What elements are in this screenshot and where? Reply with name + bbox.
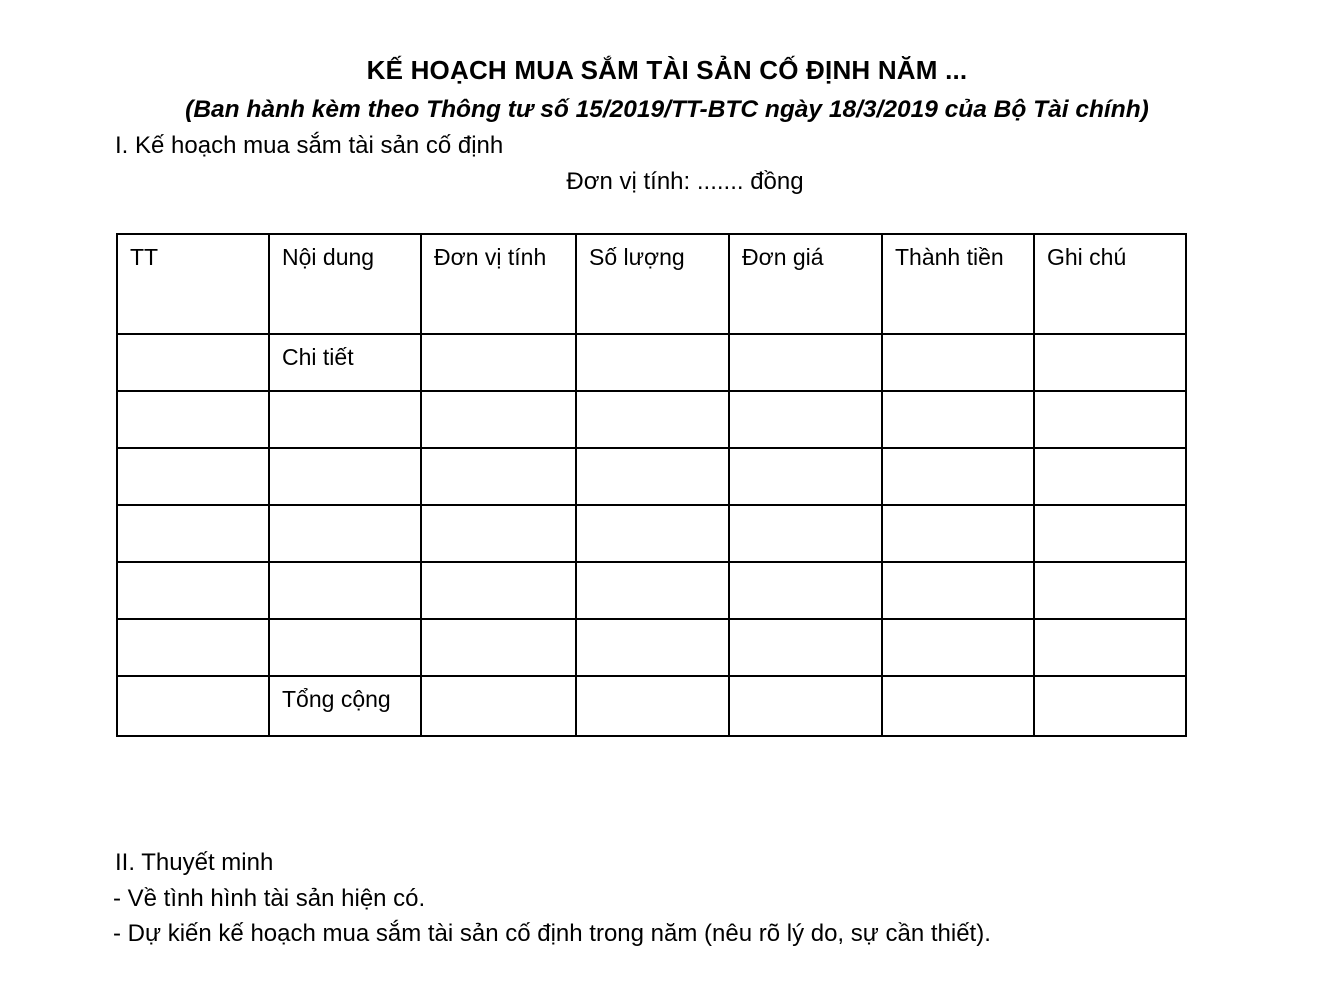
cell-thanh-tien[interactable]	[882, 676, 1034, 736]
cell-thanh-tien[interactable]	[882, 505, 1034, 562]
section-one-heading: I. Kế hoạch mua sắm tài sản cố định	[115, 132, 504, 159]
cell-noi-dung[interactable]	[269, 562, 421, 619]
cell-so-luong[interactable]	[576, 505, 729, 562]
column-header-don-vi-tinh: Đơn vị tính	[421, 234, 576, 334]
cell-thanh-tien[interactable]	[882, 448, 1034, 505]
cell-ghi-chu[interactable]	[1034, 562, 1186, 619]
table-row	[117, 334, 1186, 391]
table-row	[117, 619, 1186, 676]
cell-don-vi-tinh[interactable]	[421, 676, 576, 736]
cell-thanh-tien[interactable]	[882, 619, 1034, 676]
cell-don-gia[interactable]	[729, 619, 882, 676]
document-subtitle: (Ban hành kèm theo Thông tư số 15/2019/TT-BTC ngày 18/3/2019 của Bộ Tài chính)	[185, 96, 1149, 123]
cell-tt[interactable]	[117, 562, 269, 619]
cell-so-luong[interactable]	[576, 676, 729, 736]
cell-thanh-tien[interactable]	[882, 334, 1034, 391]
cell-don-vi-tinh[interactable]	[421, 619, 576, 676]
cell-tt[interactable]	[117, 619, 269, 676]
cell-noi-dung[interactable]: Chi tiết	[269, 334, 421, 391]
table-row	[117, 391, 1186, 448]
column-header-thanh-tien: Thành tiền	[882, 234, 1034, 334]
cell-noi-dung[interactable]	[269, 391, 421, 448]
cell-ghi-chu[interactable]	[1034, 505, 1186, 562]
table-row	[117, 505, 1186, 562]
cell-ghi-chu[interactable]	[1034, 334, 1186, 391]
table-row-total	[117, 676, 1186, 736]
cell-ghi-chu[interactable]	[1034, 619, 1186, 676]
cell-tt[interactable]	[117, 676, 269, 736]
column-header-ghi-chu: Ghi chú	[1034, 234, 1186, 334]
document-title: KẾ HOẠCH MUA SẮM TÀI SẢN CỐ ĐỊNH NĂM ...	[366, 55, 968, 85]
column-header-don-gia: Đơn giá	[729, 234, 882, 334]
cell-thanh-tien[interactable]	[882, 562, 1034, 619]
cell-don-vi-tinh[interactable]	[421, 448, 576, 505]
cell-ghi-chu[interactable]	[1034, 391, 1186, 448]
procurement-plan-table	[116, 233, 1187, 737]
cell-don-vi-tinh[interactable]	[421, 334, 576, 391]
cell-don-vi-tinh[interactable]	[421, 505, 576, 562]
cell-noi-dung[interactable]: Tổng cộng	[269, 676, 421, 736]
cell-so-luong[interactable]	[576, 448, 729, 505]
cell-noi-dung[interactable]	[269, 619, 421, 676]
cell-ghi-chu[interactable]	[1034, 676, 1186, 736]
cell-tt[interactable]	[117, 391, 269, 448]
cell-don-gia[interactable]	[729, 505, 882, 562]
cell-so-luong[interactable]	[576, 562, 729, 619]
section-two-note-2: - Dự kiến kế hoạch mua sắm tài sản cố định trong năm (nêu rõ lý do, sự cần thiết).	[113, 920, 991, 947]
cell-noi-dung[interactable]	[269, 505, 421, 562]
cell-don-gia[interactable]	[729, 334, 882, 391]
unit-of-measure-note: Đơn vị tính: ....... đồng	[566, 168, 804, 195]
section-two-heading: II. Thuyết minh	[115, 849, 274, 876]
cell-ghi-chu[interactable]	[1034, 448, 1186, 505]
cell-so-luong[interactable]	[576, 334, 729, 391]
column-header-noi-dung: Nội dung	[269, 234, 421, 334]
cell-don-gia[interactable]	[729, 391, 882, 448]
cell-so-luong[interactable]	[576, 391, 729, 448]
cell-thanh-tien[interactable]	[882, 391, 1034, 448]
column-header-tt: TT	[117, 234, 269, 334]
cell-tt[interactable]	[117, 334, 269, 391]
column-header-so-luong: Số lượng	[576, 234, 729, 334]
cell-don-vi-tinh[interactable]	[421, 391, 576, 448]
table-row	[117, 562, 1186, 619]
section-two-note-1: - Về tình hình tài sản hiện có.	[113, 885, 426, 912]
cell-don-vi-tinh[interactable]	[421, 562, 576, 619]
table-header-row	[117, 234, 1186, 334]
cell-noi-dung[interactable]	[269, 448, 421, 505]
cell-don-gia[interactable]	[729, 562, 882, 619]
cell-tt[interactable]	[117, 505, 269, 562]
cell-don-gia[interactable]	[729, 448, 882, 505]
table-row	[117, 448, 1186, 505]
cell-tt[interactable]	[117, 448, 269, 505]
cell-so-luong[interactable]	[576, 619, 729, 676]
cell-don-gia[interactable]	[729, 676, 882, 736]
